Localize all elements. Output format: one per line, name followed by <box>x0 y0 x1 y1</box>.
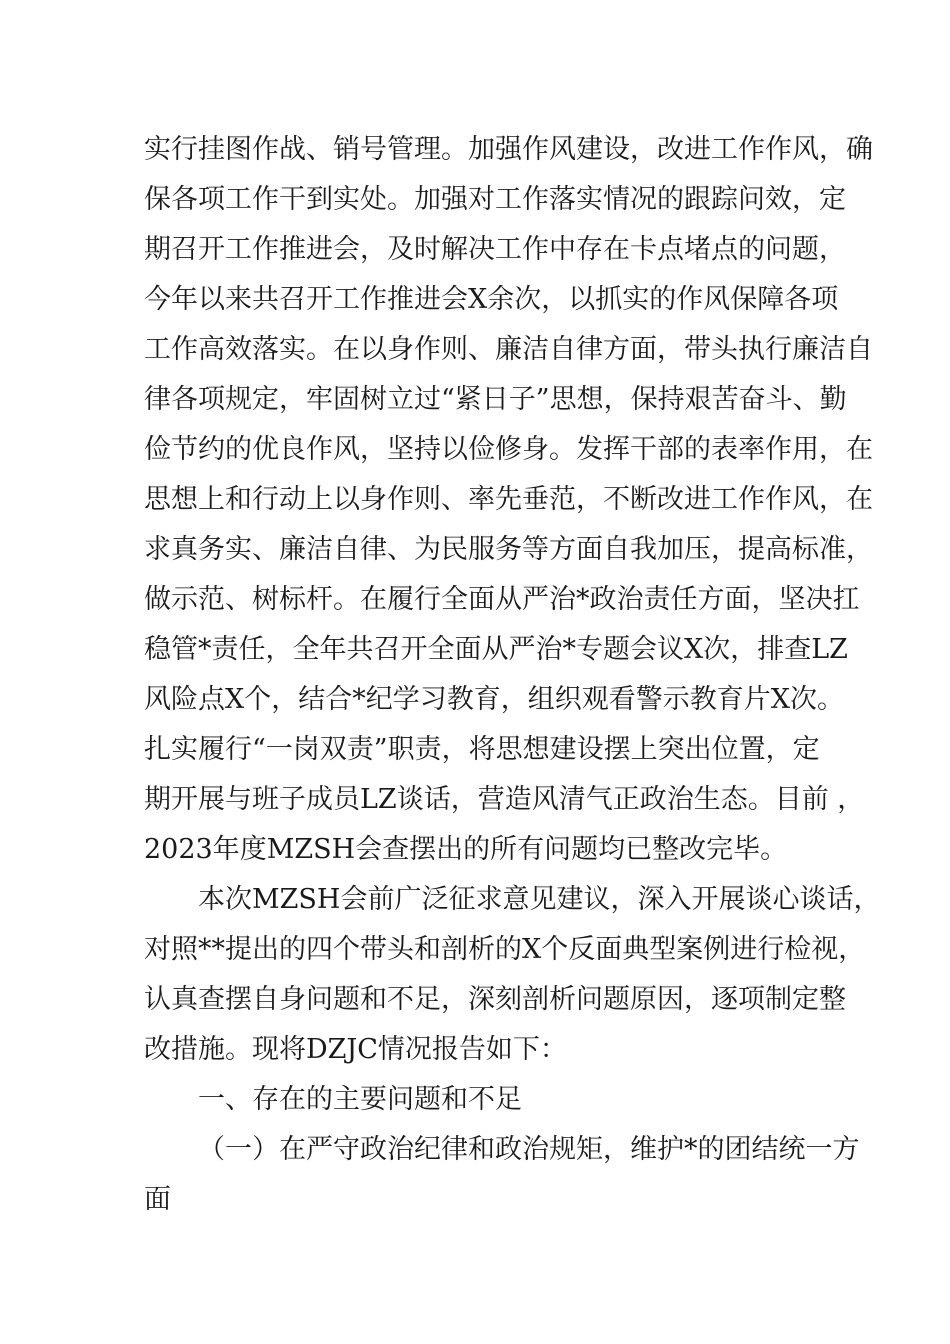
text-line: 实行挂图作战、销号管理。加强作风建设，改进工作作风，确 <box>144 134 873 165</box>
text-line: 今年以来共召开工作推进会X余次，以抓实的作风保障各项 <box>144 284 839 315</box>
text-line: 风险点X个，结合*纪学习教育，组织观看警示教育片X次。 <box>144 684 844 715</box>
text-line: 俭节约的优良作风，坚持以俭修身。发挥干部的表率作用，在 <box>144 434 873 465</box>
text-line: 保各项工作干到实处。加强对工作落实情况的跟踪问效，定 <box>144 184 846 215</box>
text-line: 稳管*责任，全年共召开全面从严治*专题会议X次，排查LZ <box>144 634 848 665</box>
text-line: 思想上和行动上以身作则、率先垂范，不断改进工作作风，在 <box>144 484 873 515</box>
section-heading: 一、存在的主要问题和不足 <box>198 1084 522 1115</box>
text-line: 期开展与班子成员LZ谈话，营造风清气正政治生态。目前 ， <box>144 784 865 815</box>
text-line: 扎实履行“一岗双责”职责，将思想建设摆上突出位置，定 <box>144 734 820 765</box>
text-line: 认真查摆自身问题和不足，深刻剖析问题原因，逐项制定整 <box>144 984 846 1015</box>
text-line: 对照**提出的四个带头和剖析的X个反面典型案例进行检视， <box>144 934 866 965</box>
text-line: 期召开工作推进会，及时解决工作中存在卡点堵点的问题， <box>144 234 846 265</box>
text-line: 求真务实、廉洁自律、为民服务等方面自我加压，提高标准， <box>144 534 873 565</box>
text-line: 律各项规定，牢固树立过“紧日子”思想，保持艰苦奋斗、勤 <box>144 384 847 415</box>
text-line: 面 <box>144 1184 171 1215</box>
text-line: 本次MZSH会前广泛征求意见建议，深入开展谈心谈话， <box>198 884 881 915</box>
text-line: 改措施。现将DZJC情况报告如下： <box>144 1034 567 1065</box>
text-line: （一）在严守政治纪律和政治规矩，维护*的团结统一方 <box>198 1134 860 1165</box>
text-line: 做示范、树标杆。在履行全面从严治*政治责任方面，坚决扛 <box>144 584 860 615</box>
text-line: 工作高效落实。在以身作则、廉洁自律方面，带头执行廉洁自 <box>144 334 873 365</box>
text-line: 2023年度MZSH会查摆出的所有问题均已整改完毕。 <box>144 834 788 865</box>
